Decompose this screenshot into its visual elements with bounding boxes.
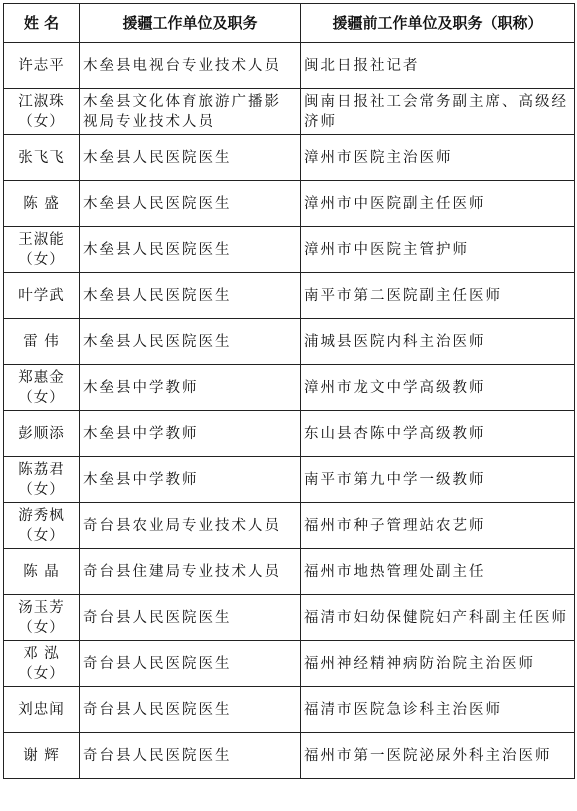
header-previous-unit: 援疆前工作单位及职务（职称）: [301, 4, 575, 43]
cell-name: [4, 687, 80, 733]
person-name: 汤玉芳: [18, 599, 65, 616]
cell-aid-unit: 木垒县人民医院医生: [80, 227, 301, 273]
person-name: 许志平: [18, 57, 65, 74]
table-row: [4, 227, 575, 273]
table-row: [4, 733, 575, 779]
table-row: [4, 181, 575, 227]
cell-name: [4, 641, 80, 687]
cell-name: [4, 457, 80, 503]
cell-name: [4, 549, 80, 595]
person-name: 郑惠金: [18, 369, 65, 386]
person-name: 陈 晶: [23, 563, 60, 580]
cell-previous-unit: 闽北日报社记者: [301, 43, 575, 89]
cell-previous-unit: 闽南日报社工会常务副主席、高级经济师: [301, 89, 575, 135]
gender-note: （女）: [18, 665, 65, 682]
gender-note: （女）: [18, 113, 65, 130]
person-name: 江淑珠: [18, 93, 65, 110]
cell-previous-unit: 福州市地热管理处副主任: [301, 549, 575, 595]
cell-aid-unit: 奇台县人民医院医生: [80, 733, 301, 779]
person-name: 谢 辉: [23, 747, 60, 764]
person-name: 陈荔君: [18, 461, 65, 478]
cell-name: [4, 595, 80, 641]
cell-aid-unit: 木垒县人民医院医生: [80, 181, 301, 227]
cell-name: [4, 135, 80, 181]
gender-note: （女）: [18, 251, 65, 268]
cell-previous-unit: 福州神经精神病防治院主治医师: [301, 641, 575, 687]
cell-aid-unit: 木垒县人民医院医生: [80, 135, 301, 181]
personnel-table: [3, 3, 575, 779]
cell-previous-unit: 福州市第一医院泌尿外科主治医师: [301, 733, 575, 779]
cell-name: [4, 181, 80, 227]
table-row: [4, 135, 575, 181]
cell-aid-unit: 木垒县中学教师: [80, 411, 301, 457]
gender-note: （女）: [18, 527, 65, 544]
table-row: [4, 595, 575, 641]
table-row: [4, 641, 575, 687]
cell-name: [4, 365, 80, 411]
table-row: [4, 365, 575, 411]
cell-previous-unit: 福清市医院急诊科主治医师: [301, 687, 575, 733]
cell-aid-unit: 木垒县文化体育旅游广播影视局专业技术人员: [80, 89, 301, 135]
gender-note: （女）: [18, 619, 65, 636]
cell-aid-unit: 木垒县电视台专业技术人员: [80, 43, 301, 89]
person-name: 叶学武: [18, 287, 65, 304]
cell-aid-unit: 奇台县人民医院医生: [80, 687, 301, 733]
cell-name: [4, 273, 80, 319]
person-name: 张飞飞: [18, 149, 65, 166]
cell-name: [4, 43, 80, 89]
table-row: [4, 687, 575, 733]
person-name: 刘忠闻: [18, 701, 65, 718]
table-row: [4, 503, 575, 549]
table-row: [4, 319, 575, 365]
gender-note: （女）: [18, 389, 65, 406]
cell-name: [4, 319, 80, 365]
table-row: [4, 549, 575, 595]
cell-aid-unit: 木垒县人民医院医生: [80, 273, 301, 319]
cell-previous-unit: 漳州市中医院主管护师: [301, 227, 575, 273]
cell-previous-unit: 漳州市医院主治医师: [301, 135, 575, 181]
cell-aid-unit: 奇台县人民医院医生: [80, 641, 301, 687]
cell-previous-unit: 南平市第二医院副主任医师: [301, 273, 575, 319]
header-aid-unit: 援疆工作单位及职务: [80, 4, 301, 43]
cell-name: [4, 733, 80, 779]
table-row: [4, 89, 575, 135]
person-name: 雷 伟: [23, 333, 60, 350]
cell-previous-unit: 浦城县医院内科主治医师: [301, 319, 575, 365]
cell-name: [4, 503, 80, 549]
cell-aid-unit: 木垒县中学教师: [80, 457, 301, 503]
table-row: [4, 457, 575, 503]
person-name: 彭顺添: [18, 425, 65, 442]
gender-note: （女）: [18, 481, 65, 498]
table-row: [4, 273, 575, 319]
cell-aid-unit: 木垒县人民医院医生: [80, 319, 301, 365]
cell-previous-unit: 漳州市龙文中学高级教师: [301, 365, 575, 411]
person-name: 邓 泓: [23, 645, 60, 662]
cell-previous-unit: 南平市第九中学一级教师: [301, 457, 575, 503]
cell-aid-unit: 奇台县住建局专业技术人员: [80, 549, 301, 595]
cell-previous-unit: 福清市妇幼保健院妇产科副主任医师: [301, 595, 575, 641]
cell-aid-unit: 木垒县中学教师: [80, 365, 301, 411]
header-name: 姓 名: [4, 4, 80, 43]
person-name: 游秀枫: [18, 507, 65, 524]
cell-previous-unit: 东山县杏陈中学高级教师: [301, 411, 575, 457]
cell-previous-unit: 福州市种子管理站农艺师: [301, 503, 575, 549]
cell-aid-unit: 奇台县人民医院医生: [80, 595, 301, 641]
table-row: [4, 411, 575, 457]
cell-name: [4, 411, 80, 457]
cell-aid-unit: 奇台县农业局专业技术人员: [80, 503, 301, 549]
table-row: [4, 43, 575, 89]
person-name: 王淑能: [18, 231, 65, 248]
cell-name: [4, 227, 80, 273]
header-row: [4, 4, 575, 43]
person-name: 陈 盛: [23, 195, 60, 212]
table-body: [4, 43, 575, 779]
cell-name: [4, 89, 80, 135]
cell-previous-unit: 漳州市中医院副主任医师: [301, 181, 575, 227]
